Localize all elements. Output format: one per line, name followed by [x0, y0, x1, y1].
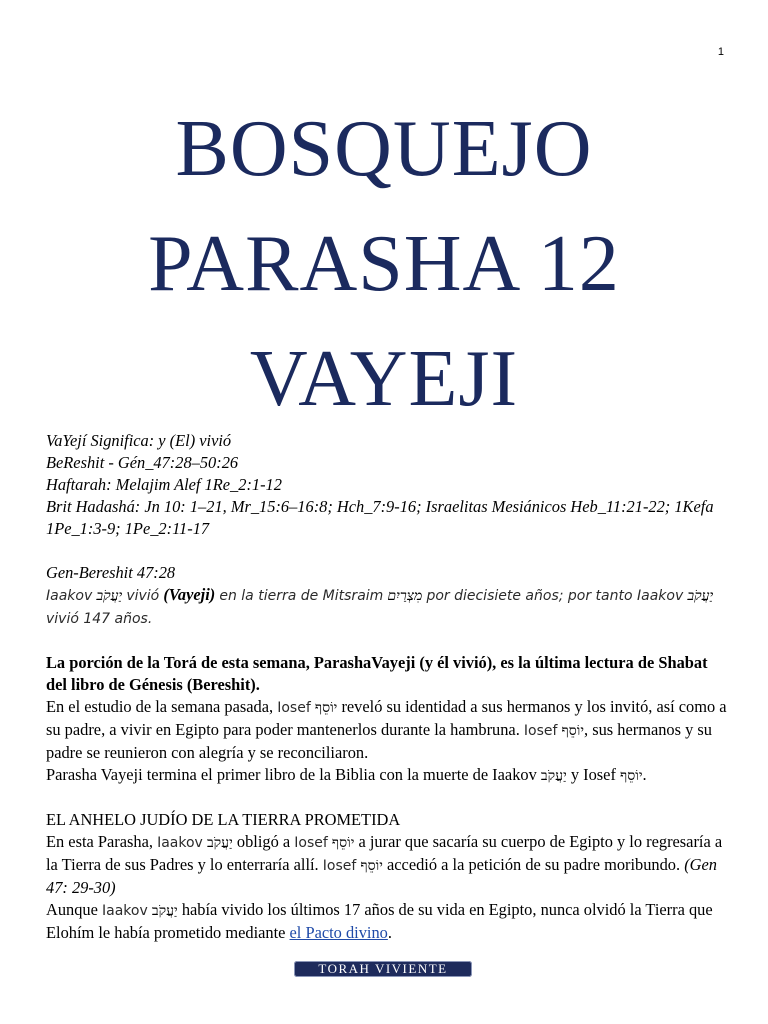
- verse-text: Iaakov יַעֲקֹב vivió (Vayeji) en la tierra de Mitsraim מִצְרַיִם por diecisiete años; por tanto Iaakov יַעֲקֹב vivió 147 años.: [46, 585, 714, 627]
- hebrew-iosef: יוֹסֵף: [561, 723, 585, 739]
- pacto-divino-link[interactable]: el Pacto divino: [289, 923, 388, 942]
- torah-viviente-logo: TORAH VIVIENTE: [294, 961, 472, 977]
- intro-meaning: VaYejí Significa: y (El) vivió: [46, 431, 232, 450]
- intro-bereshit: BeReshit - Gén_47:28–50:26: [46, 453, 239, 472]
- title-line-3: VAYEJI: [249, 335, 519, 423]
- hebrew-iosef: יוֹסֵף: [331, 835, 355, 851]
- verse-reference: Gen-Bereshit 47:28: [46, 563, 176, 582]
- intro-brit-hadasha: Brit Hadashá: Jn 10: 1–21, Mr_15:6–16:8; Hch_7:9-16; Israelitas Mesiánicos Heb_11:21-22; 1Kefa 1Pe_1:3-9; 1Pe_2:11-17: [46, 497, 714, 538]
- verse-block: [46, 562, 728, 630]
- hebrew-iaakov: יַעֲקֹב: [687, 588, 714, 604]
- section-heading: EL ANHELO JUDÍO DE LA TIERRA PROMETIDA: [46, 810, 401, 829]
- hebrew-iaakov: יַעֲקֹב: [206, 835, 233, 851]
- section-paragraph-2: Aunque Iaakov יַעֲקֹב había vivido los últimos 17 años de su vida en Egipto, nunca olvidó la Tierra que Elohím le había prometido mediante el Pacto divino.: [46, 900, 713, 942]
- portion-heading: La porción de la Torá de esta semana, ParashaVayeji (y él vivió), es la última lectura de Shabat del libro de Génesis (Bereshit).: [46, 653, 708, 694]
- title-line-2: PARASHA 12: [148, 220, 620, 308]
- section-paragraph-1: En esta Parasha, Iaakov יַעֲקֹב obligó a Iosef יוֹסֵף a jurar que sacaría su cuerpo de Egipto y lo regresaría a la Tierra de sus Padres y lo enterraría allí. Iosef יוֹסֵף accedió a la petición de su padre moribundo. (Gen 47: 29-30): [46, 832, 723, 897]
- page-title: [0, 92, 768, 437]
- portion-block: [46, 652, 728, 787]
- intro-haftarah: Haftarah: Melajim Alef 1Re_2:1-12: [46, 475, 282, 494]
- hebrew-iaakov: יַעֲקֹב: [540, 768, 567, 784]
- hebrew-iosef: יוֹסֵף: [314, 700, 338, 716]
- page-number: 1: [717, 46, 724, 58]
- intro-block: [46, 430, 728, 540]
- hebrew-iosef: יוֹסֵף: [620, 768, 643, 784]
- title-line-1: BOSQUEJO: [175, 105, 593, 193]
- hebrew-iosef: יוֹסֵף: [360, 858, 383, 874]
- hebrew-iaakov: יַעֲקֹב: [151, 903, 178, 919]
- section-reference: (Gen 47: 29-30): [46, 855, 717, 897]
- portion-paragraph-1: En el estudio de la semana pasada, Iosef יוֹסֵף reveló su identidad a sus hermanos y los invitó, así como a su padre, a vivir en Egipto para poder mantenerlos durante la hambruna. Iosef יוֹסֵף, sus hermanos y su padre se reunieron con alegría y se reconciliaron.: [46, 697, 727, 762]
- hebrew-iaakov: יַעֲקֹב: [96, 588, 123, 604]
- document-body: [46, 430, 728, 944]
- hebrew-mitsraim: מִצְרַיִם: [387, 588, 423, 604]
- section-block: [46, 809, 728, 944]
- portion-paragraph-2: Parasha Vayeji termina el primer libro de la Biblia con la muerte de Iaakov יַעֲקֹב y Iosef יוֹסֵף.: [46, 765, 647, 784]
